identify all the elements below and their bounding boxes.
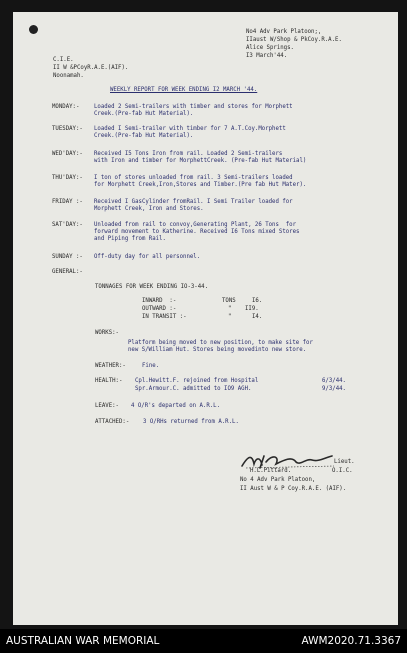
weather-text: Fine.: [142, 363, 160, 369]
archive-footer: [0, 629, 407, 653]
report-title: WEEKLY REPORT FOR WEEK ENDING I2 MARCH '44.: [110, 87, 258, 93]
addressee-line1: C.I.E.: [53, 57, 74, 63]
signature-rank: Lieut.: [334, 459, 355, 465]
day-text: and Piping from Rail.: [94, 236, 166, 242]
works-text: Platform being moved to new position, to make site for: [128, 340, 313, 346]
health-label: HEALTH:-: [95, 378, 123, 384]
tonnages-heading: TONNAGES FOR WEEK ENDING IO-3-44.: [95, 284, 208, 290]
punch-hole: [29, 25, 38, 34]
day-text: forward movement to Katherine. Received I6 Tons mixed Stores: [94, 229, 300, 235]
addressee-line2: II W &PCoyR.A.E.(AIF).: [53, 65, 129, 71]
day-text: Morphett Creek, Iron and Stores.: [94, 206, 204, 212]
leave-label: LEAVE:-: [95, 403, 119, 409]
day-label-thursday: THU'DAY:-: [52, 175, 83, 181]
day-text: Off-duty day for all personnel.: [94, 254, 201, 260]
health-text: Spr.Armour.C. admitted to IO9 AGH.: [135, 386, 252, 392]
signature-role: O.I.C.: [332, 468, 353, 474]
health-date: 9/3/44.: [322, 386, 346, 392]
works-label: WORKS:-: [95, 330, 119, 336]
day-label-friday: FRIDAY :-: [52, 199, 83, 205]
tonnage-unit: ": [228, 306, 232, 312]
letterhead-unit2: IIaust W/Shop & PkCoy.R.A.E.: [246, 37, 342, 43]
day-text: Creek.(Pre-fab Hut Material).: [94, 133, 194, 139]
tonnage-label: INWARD :-: [142, 298, 177, 304]
tonnage-value: II9.: [245, 306, 259, 312]
signature-unit2: II Aust W & P Coy.R.A.E. (AIF).: [240, 486, 347, 492]
signature-unit1: No 4 Adv Park Platoon,: [240, 477, 316, 483]
day-label-monday: MONDAY:-: [52, 104, 80, 110]
leave-text: 4 O/R's departed on A.R.L.: [131, 403, 221, 409]
day-text: I ton of stores unloaded from rail. 3 Semi-trailers loaded: [94, 175, 293, 181]
day-text: with Iron and timber for MorphettCreek. (Pre-fab Hut Material): [94, 158, 307, 164]
day-label-tuesday: TUESDAY:-: [52, 126, 83, 132]
tonnage-label: IN TRANSIT :-: [142, 314, 187, 320]
day-text: Creek.(Pre-fab Hut Material).: [94, 111, 194, 117]
tonnage-label: OUTWARD :-: [142, 306, 177, 312]
footer-source: AUSTRALIAN WAR MEMORIAL: [6, 635, 160, 647]
health-text: Cpl.Hewitt.F. rejoined from Hospital: [135, 378, 259, 384]
day-text: Loaded 2 Semi-trailers with timber and stores for Morphett: [94, 104, 293, 110]
footer-reference: AWM2020.71.3367: [301, 635, 401, 647]
letterhead-unit: No4 Adv Park Platoon;,: [246, 29, 322, 35]
signature-name: H.L.Pittard.: [250, 468, 292, 474]
general-label: GENERAL:-: [52, 269, 83, 275]
letterhead-place: Alice Springs.: [246, 45, 294, 51]
works-text: new S/William Hut. Stores being movedinto new store.: [128, 347, 307, 353]
letterhead-date: I3 March'44.: [246, 53, 288, 59]
addressee-line3: Noonamah.: [53, 73, 84, 79]
weather-label: WEATHER:-: [95, 363, 126, 369]
day-text: Received I GasCylinder fromRail. I Semi Trailer loaded for: [94, 199, 293, 205]
attached-label: ATTACHED:-: [95, 419, 130, 425]
day-text: Loaded I Semi-trailer with timber for 7 A.T.Coy.Morphett: [94, 126, 286, 132]
day-label-saturday: SAT'DAY:-: [52, 222, 83, 228]
attached-text: 3 O/RHs returned from A.R.L.: [143, 419, 239, 425]
day-text: Unloaded from rail to convoy,Generating Plant, 26 Tons for: [94, 222, 297, 228]
day-text: Received I5 Tons Iron from rail. Loaded 2 Semi-trailers: [94, 151, 283, 157]
tonnage-value: I4.: [252, 314, 263, 320]
day-label-sunday: SUNDAY :-: [52, 254, 83, 260]
health-date: 6/3/44.: [322, 378, 346, 384]
day-label-wednesday: WED'DAY:-: [52, 151, 83, 157]
tonnage-unit: TONS: [222, 298, 236, 304]
tonnage-value: I6.: [252, 298, 263, 304]
day-text: for Morphett Creek,Iron,Stores and Timber.(Pre fab Hut Mater).: [94, 182, 307, 188]
tonnage-unit: ": [228, 314, 232, 320]
